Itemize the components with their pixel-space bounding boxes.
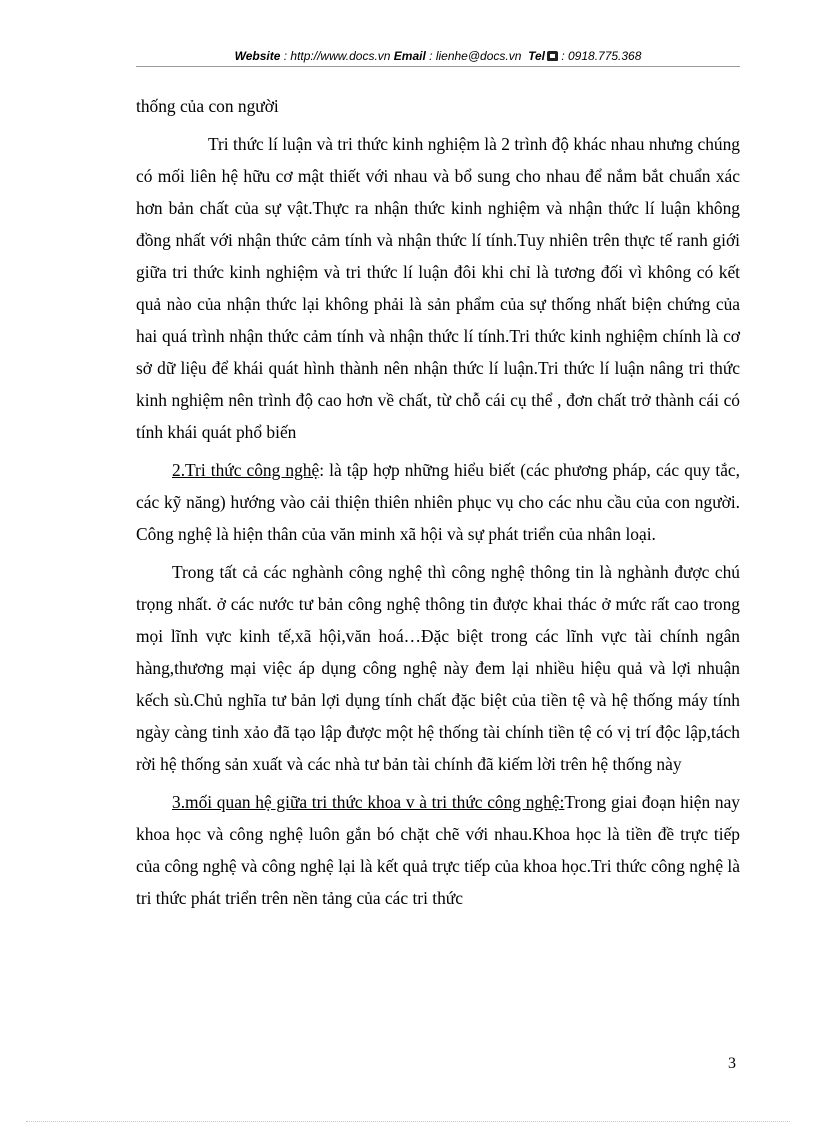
page-number: 3 bbox=[728, 1055, 736, 1072]
section-heading-3: 3.mối quan hệ giữa tri thức khoa v à tri thức công nghệ: bbox=[172, 792, 565, 812]
website-separator: : bbox=[280, 49, 291, 63]
section-2-text: : là tập hợp những hiểu biết (các phương pháp, các quy tắc, các kỹ năng) hướng vào cải thiện thiên nhiên phục vụ cho các nhu cầu của con người. Công nghệ là hiện thân của văn minh xã hội và sự phát triển của nhân loại. bbox=[136, 460, 740, 544]
section-heading-2: 2.Tri thức công nghệ bbox=[172, 460, 320, 480]
paragraph-technology-knowledge bbox=[136, 454, 740, 550]
header-divider bbox=[136, 66, 740, 67]
paragraph-theory-experience: Tri thức lí luận và tri thức kinh nghiệm là 2 trình độ khác nhau nhưng chúng có mối liên hệ hữu cơ mật thiết với nhau và bổ sung cho nhau để nắm bắt chuẩn xác hơn bản chất của sự vật.Thực ra nhận thức kinh nghiệm và nhận thức lí luận không đồng nhất với nhận thức cảm tính và nhận thức lí tính.Tuy nhiên trên thực tế ranh giới giữa tri thức kinh nghiệm và tri thức lí luận đôi khi chỉ là tương đối vì không có kết quả nào của nhận thức lại không phải là sản phẩm của sự thống nhất biện chứng của hai quá trình nhận thức cảm tính và nhận thức lí tính.Tri thức kinh nghiệm chính là cơ sở dữ liệu để khái quát hình thành nên nhận thức lí luận.Tri thức lí luận nâng tri thức kinh nghiệm nên trình độ cao hơn về chất, từ chỗ cái cụ thể , đơn chất trở thành cái có tính khái quát phổ biến bbox=[136, 134, 740, 442]
email-separator: : bbox=[425, 49, 436, 63]
section-3-text: Trong giai đoạn hiện nay khoa học và công nghệ luôn gắn bó chặt chẽ với nhau.Khoa học là tiền đề trực tiếp của công nghệ và công nghệ lại là kết quả trực tiếp của khoa học.Tri thức công nghệ là tri thức phát triển trên nền tảng của các tri thức bbox=[136, 792, 740, 908]
website-label: Website bbox=[234, 49, 281, 63]
website-url: http://www.docs.vn bbox=[290, 49, 391, 63]
document-body bbox=[136, 90, 740, 914]
paragraph-continuation: thống của con người bbox=[136, 96, 279, 116]
paragraph-information-technology: Trong tất cả các nghành công nghệ thì công nghệ thông tin là nghành được chú trọng nhất. ở các nước tư bản công nghệ thông tin được khai thác ở mức rất cao trong mọi lĩnh vực kinh tế,xã hội,văn hoá…Đặc biệt trong các lĩnh vực tài chính ngân hàng,thương mại việc áp dụng công nghệ này đem lại nhiều hiệu quả và lợi nhuận kếch sù.Chủ nghĩa tư bản lợi dụng tính chất đặc biệt của tiền tệ và hệ thống máy tính ngày càng tinh xảo đã tạo lập được một hệ thống tài chính tiền tệ có vị trí độc lập,tách rời hệ thống sản xuất và các nhà tư bản tài chính đã kiếm lời trên hệ thống này bbox=[136, 562, 740, 774]
paragraph-science-technology-relation bbox=[136, 786, 740, 914]
page-header bbox=[136, 46, 740, 68]
email-value: lienhe@docs.vn bbox=[435, 49, 522, 63]
phone-icon bbox=[547, 51, 558, 61]
tel-label: Tel bbox=[528, 49, 545, 63]
email-label: Email bbox=[393, 49, 426, 63]
tel-separator: : bbox=[557, 49, 568, 63]
tel-value: 0918.775.368 bbox=[568, 49, 642, 63]
page-bottom-border bbox=[26, 1121, 790, 1122]
